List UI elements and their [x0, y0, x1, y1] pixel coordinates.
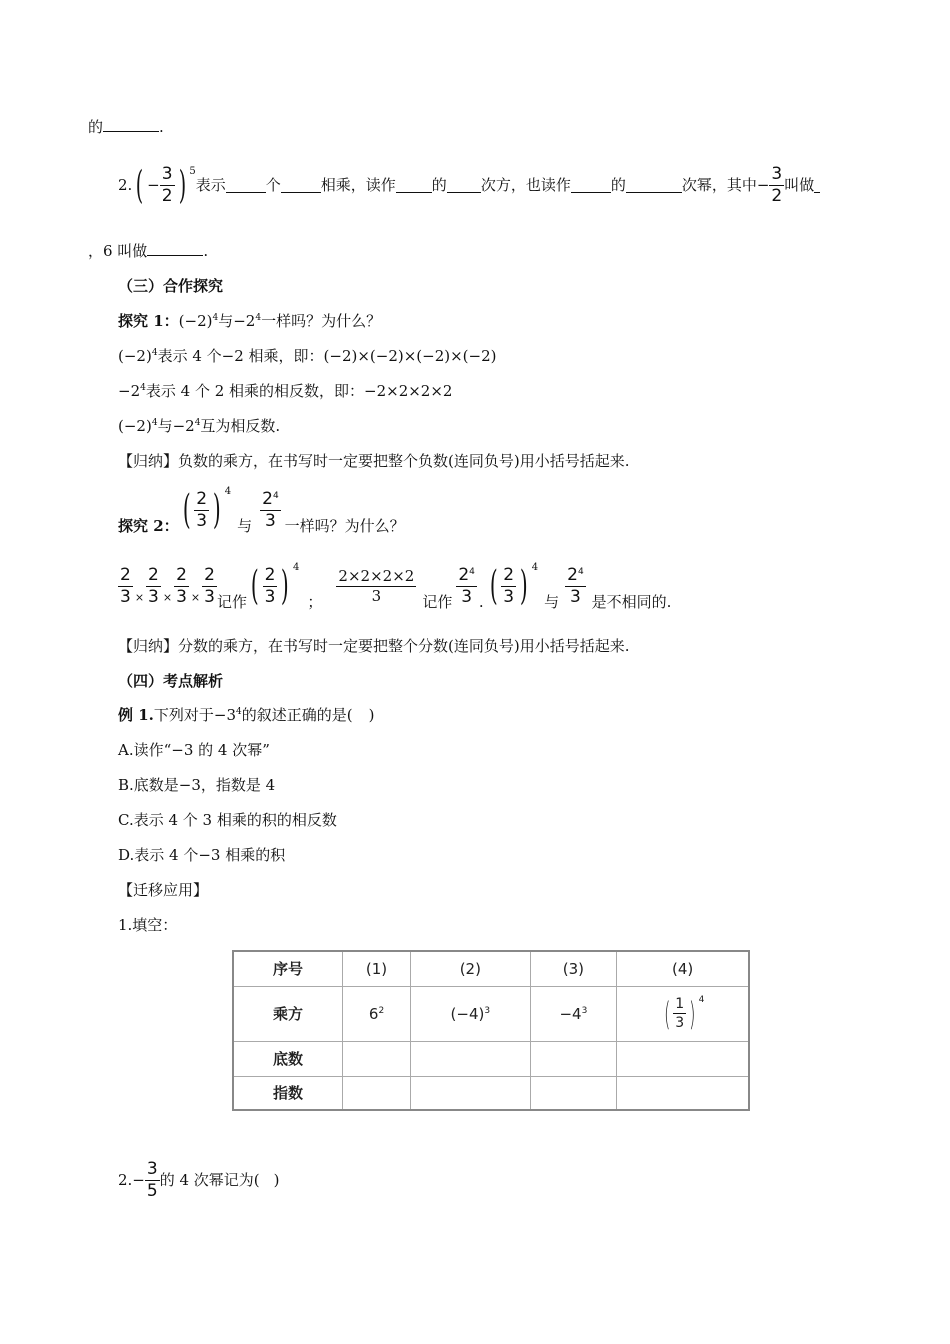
transfer-question-1: 1.填空：	[118, 916, 178, 934]
question-2-line-2: ，6 叫做 .	[88, 242, 209, 260]
base-cell-1[interactable]	[343, 1041, 411, 1076]
table-row: 序号 (1) (2) (3) (4)	[233, 951, 749, 986]
base-cell-3[interactable]	[530, 1041, 617, 1076]
explore-2-explanation: $\frac{2}{3}$ × $\frac{2}{3}$ × $\frac{2}{3}$ × $\frac{2}{3}$ 记作 ( $\frac{2}{3}$ ) 4 ； $\frac{2\times 2\times 2\times 2}{3}$ 记作 $\frac{2^4}{3}$ . ( $\frac{2}{3}$ ) 4 与 $\frac{2^4}{3}$ 是不相同的.	[120, 562, 672, 611]
base-cell-4[interactable]	[617, 1041, 749, 1076]
exp-cell-4[interactable]	[617, 1076, 749, 1110]
explore-1-line-2: $-2^4$表示 4 个 2 相乘的相反数，即：−2×2×2×2	[118, 382, 453, 400]
section-3-title: （三）合作探究	[118, 277, 224, 295]
right-paren: )	[178, 163, 186, 207]
blank-also-exp[interactable]	[626, 178, 682, 193]
explore-1-line-1: $(-2)^4$表示 4 个−2 相乘，即：(−2)×(−2)×(−2)×(−2)	[118, 347, 497, 365]
base-cell-2[interactable]	[411, 1041, 530, 1076]
blank-read-base[interactable]	[396, 178, 432, 193]
blank-base-name[interactable]	[814, 178, 820, 193]
explore-2-summary: 【归纳】分数的乘方，在书写时一定要把整个分数(连同负号)用小括号括起来.	[118, 637, 630, 655]
option-c[interactable]: C.表示 4 个 3 相乘的积的相反数	[118, 811, 337, 829]
blank-factor[interactable]	[281, 178, 321, 193]
option-b[interactable]: B.底数是−3，指数是 4	[118, 776, 276, 794]
option-d[interactable]: D.表示 4 个−3 相乘的积	[118, 846, 286, 864]
exp-cell-1[interactable]	[343, 1076, 411, 1110]
exp-cell-3[interactable]	[530, 1076, 617, 1110]
blank-count[interactable]	[226, 178, 266, 193]
transfer-title: 【迁移应用】	[118, 881, 209, 899]
blank-read-exp[interactable]	[447, 178, 481, 193]
explore-1-question: 探究 1：$(-2)^4$与$-2^4$一样吗？为什么？	[118, 312, 382, 330]
exp-cell-2[interactable]	[411, 1076, 530, 1110]
blank-also-base[interactable]	[571, 178, 611, 193]
explore-2-question: 探究 2： ( $\frac{2}{3}$ ) 4 与 $\frac{2^4}{3}$ 一样吗？为什么？	[118, 486, 405, 535]
fraction-3-2-small: $\frac{3}{2}$	[771, 163, 783, 206]
top-line: 的 .	[88, 118, 164, 136]
section-4-title: （四）考点解析	[118, 672, 224, 690]
fraction-3-2: $\frac{3}{2}$	[161, 163, 173, 206]
explore-1-summary: 【归纳】负数的乘方，在书写时一定要把整个负数(连同负号)用小括号括起来.	[118, 452, 630, 470]
left-paren: (	[136, 163, 144, 207]
question-2-line: 2. ( − $\frac{3}{2}$ ) 5 表示 个 相乘，读作 的 次方，也读作 的 次幂，其中− $\frac{3}{2}$ 叫做	[118, 160, 820, 210]
answer-blank[interactable]	[103, 117, 159, 132]
option-a[interactable]: A.读作“−3 的 4 次幂”	[118, 741, 270, 759]
power-table	[232, 950, 750, 1111]
table-row: 指数	[233, 1076, 749, 1110]
table-row: 乘方 $6^2$ $(-4)^3$ $-4^3$ ( $\frac{1}{3}$ ) 4	[233, 986, 749, 1041]
explore-1-line-3: $(-2)^4$与$-2^4$互为相反数.	[118, 417, 281, 435]
blank-exponent-name[interactable]	[147, 241, 203, 256]
table-row: 底数	[233, 1041, 749, 1076]
transfer-question-2: 2.− $\frac{3}{5}$ 的 4 次幂记为( )	[118, 1158, 280, 1201]
example-1-question: 例 1.下列对于$-3^4$的叙述正确的是( )	[118, 706, 375, 724]
